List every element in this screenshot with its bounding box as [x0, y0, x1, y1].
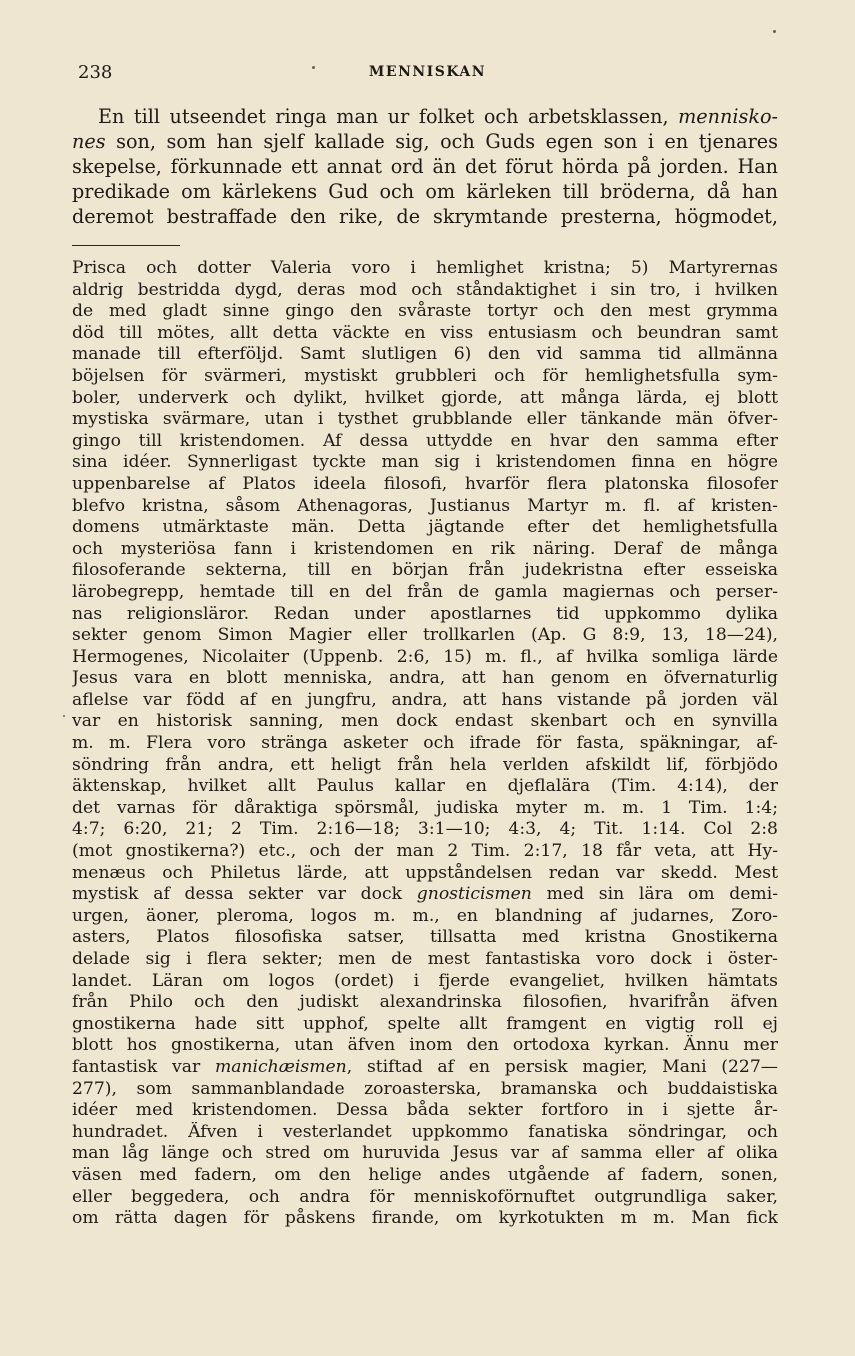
footnote-line: boler, underverk och dylikt, hvilket gjorde, att många lärda, ej blott — [72, 387, 778, 408]
print-speck — [312, 66, 315, 69]
footnote-line: (mot gnostikerna?) etc., och der man 2 Tim. 2:17, 18 får veta, att Hy- — [72, 841, 778, 862]
footnote-line: blefvo kristna, såsom Athenagoras, Justianus Martyr m. fl. af kristen- — [72, 495, 778, 516]
footnote-line: hundradet. Äfven i vesterlandet uppkommo fanatiska söndringar, och — [72, 1121, 778, 1142]
footnote-line: äktenskap, hvilket allt Paulus kallar en djeflalära (Tim. 4:14), der — [72, 776, 778, 797]
footnote-line: filosoferande sekterna, till en början från judekristna efter esseiska — [72, 560, 778, 581]
running-title: MENNISKAN — [368, 64, 487, 80]
footnote-line: väsen med fadern, om den helige andes utgående af fadern, sonen, — [72, 1164, 778, 1185]
page-number: 238 — [78, 62, 113, 83]
footnote-line: uppenbarelse af Platos ideela filosofi, hvarför flera platonska filosofer — [72, 473, 778, 494]
footnote-line: om rätta dagen för påskens firande, om kyrkotukten m m. Man fick — [72, 1208, 778, 1229]
footnote-line: de med gladt sinne gingo den svåraste tortyr och den mest grymma — [72, 301, 778, 322]
footnote-line: nas religionsläror. Redan under apostlarnes tid uppkommo dylika — [72, 603, 778, 624]
footnote-line: aflelse var född af en jungfru, andra, att hans vistande på jorden väl — [72, 689, 778, 710]
footnote-line: mystisk af dessa sekter var dock gnosticismen med sin lära om demi- — [72, 884, 778, 905]
footnote-line: eller beggedera, och andra för menniskoförnuftet outgrundliga saker, — [72, 1186, 778, 1207]
footnote-line: böjelsen för svärmeri, mystiskt grubbleri och för hemlighetsfulla sym- — [72, 365, 778, 386]
footnote-line: Jesus vara en blott menniska, andra, att han genom en öfvernaturlig — [72, 668, 778, 689]
footnote-line: Hermogenes, Nicolaiter (Uppenb. 2:6, 15) m. fl., af hvilka somliga lärde — [72, 646, 778, 667]
footnote-line: urgen, äoner, pleroma, logos m. m., en blandning af judarnes, Zoro- — [72, 905, 778, 926]
footnote-line: blott hos gnostikerna, utan äfven inom den ortodoxa kyrkan. Ännu mer — [72, 1035, 778, 1056]
footnote-line: menæus och Philetus lärde, att uppståndelsen redan var skedd. Mest — [72, 862, 778, 883]
footnote-line: sekter genom Simon Magier eller trollkarlen (Ap. G 8:9, 13, 18—24), — [72, 625, 778, 646]
footnote-line: manade till efterföljd. Samt slutligen 6) den vid samma tid allmänna — [72, 344, 778, 365]
footnote-line: domens utmärktaste män. Detta jägtande efter det hemlighetsfulla — [72, 517, 778, 538]
footnote-text — [72, 258, 778, 1230]
print-speck — [773, 30, 776, 33]
footnote-line: 277), som sammanblandade zoroasterska, bramanska och buddaistiska — [72, 1078, 778, 1099]
footnote-line: lärobegrepp, hemtade till en del från de gamla magiernas och perser- — [72, 581, 778, 602]
footnote-line: 4:7; 6:20, 21; 2 Tim. 2:16—18; 3:1—10; 4:3, 4; Tit. 1:14. Col 2:8 — [72, 819, 778, 840]
footnote-line: aldrig bestridda dygd, deras mod och ståndaktighet i sin tro, i hvilken — [72, 279, 778, 300]
print-speck — [63, 715, 65, 717]
main-text-line: nes son, som han sjelf kallade sig, och Guds egen son i en tjenares — [72, 130, 778, 153]
footnote-line: man låg länge och stred om huruvida Jesus var af samma eller af olika — [72, 1143, 778, 1164]
footnote-line: sina idéer. Synnerligast tyckte man sig i kristendomen finna en högre — [72, 452, 778, 473]
main-text — [72, 104, 778, 229]
footnote-line: och mysteriösa fann i kristendomen en rik näring. Deraf de många — [72, 538, 778, 559]
footnote-line: mystiska svärmare, utan i tysthet grubblande eller tänkande män öfver- — [72, 409, 778, 430]
footnote-line: idéer med kristendomen. Dessa båda sekter fortforo in i sjette år- — [72, 1100, 778, 1121]
main-text-line: predikade om kärlekens Gud och om kärleken till bröderna, då han — [72, 180, 778, 203]
main-text-line: skepelse, förkunnade ett annat ord än det förut hörda på jorden. Han — [72, 155, 778, 178]
footnote-line: var en historisk sanning, men dock endast skenbart och en synvilla — [72, 711, 778, 732]
footnote-line: det varnas för dåraktiga spörsmål, judiska myter m. m. 1 Tim. 1:4; — [72, 797, 778, 818]
footnote-line: asters, Platos filosofiska satser, tillsatta med kristna Gnostikerna — [72, 927, 778, 948]
main-text-line: deremot bestraffade den rike, de skrymtande presterna, högmodet, — [72, 205, 778, 228]
footnote-line: död till mötes, allt detta väckte en viss entusiasm och beundran samt — [72, 322, 778, 343]
footnote-line: landet. Läran om logos (ordet) i fjerde evangeliet, hvilken hämtats — [72, 970, 778, 991]
page-header — [78, 62, 777, 88]
footnote-line: Prisca och dotter Valeria voro i hemlighet kristna; 5) Martyrernas — [72, 258, 778, 278]
footnote-line: m. m. Flera voro stränga asketer och ifrade för fasta, späkningar, af- — [72, 733, 778, 754]
footnote-line: gingo till kristendomen. Af dessa uttydde en hvar den samma efter — [72, 430, 778, 451]
footnote-line: söndring från andra, ett heligt från hela verlden afskildt lif, förbjödo — [72, 754, 778, 775]
footnote-line: fantastisk var manichæismen, stiftad af en persisk magier, Mani (227— — [72, 1056, 778, 1077]
footnote-line: från Philo och den judiskt alexandrinska filosofien, hvarifrån äfven — [72, 992, 778, 1013]
footnote-line: gnostikerna hade sitt upphof, spelte allt framgent en vigtig roll ej — [72, 1013, 778, 1034]
footnote-separator — [72, 245, 180, 246]
footnote-line: delade sig i flera sekter; men de mest fantastiska voro dock i öster- — [72, 949, 778, 969]
main-text-line: En till utseendet ringa man ur folket och arbetsklassen, menniskо- — [98, 105, 778, 128]
